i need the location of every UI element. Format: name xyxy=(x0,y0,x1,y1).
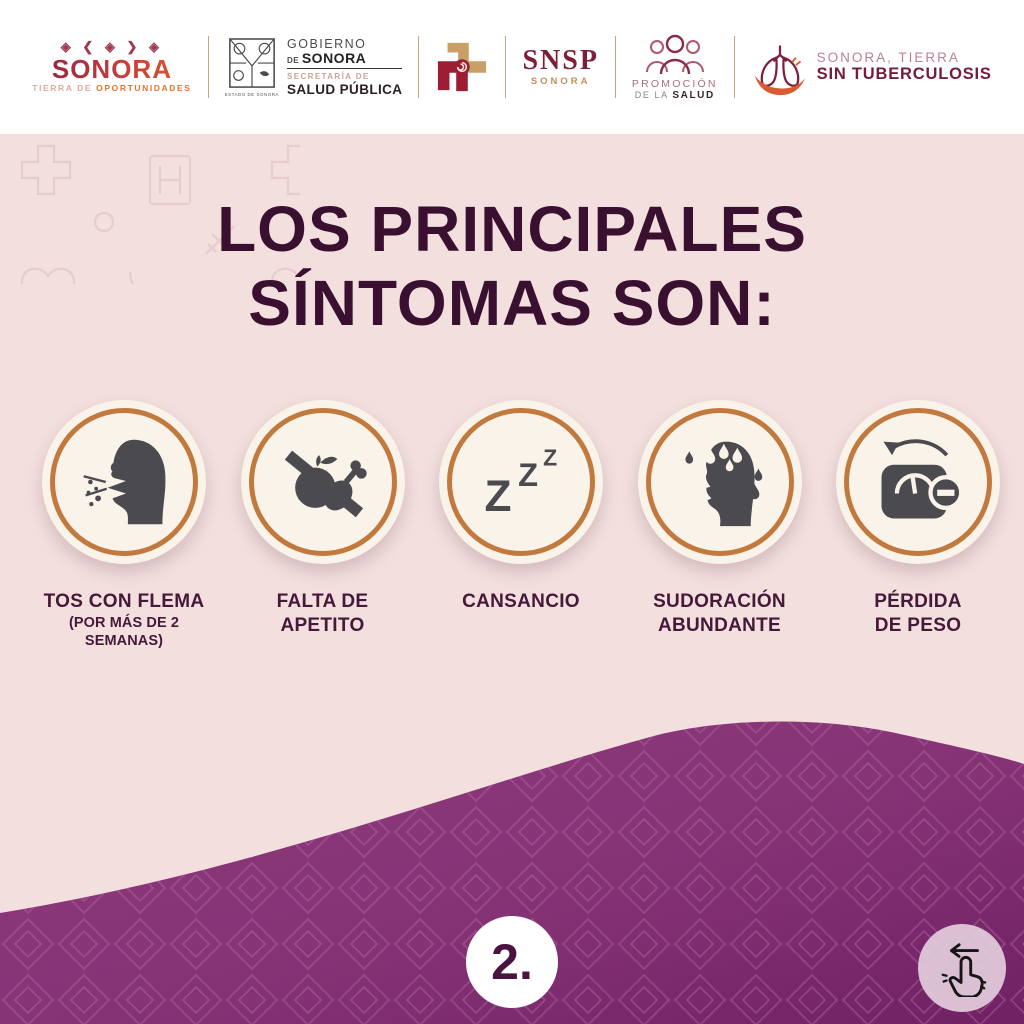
header-divider xyxy=(208,36,209,98)
sonora-tagline: TIERRA DE OPORTUNIDADES xyxy=(32,83,192,94)
lungs-in-hand-icon xyxy=(751,38,809,96)
symptom-badge xyxy=(638,400,802,564)
coughing-head-icon xyxy=(76,434,172,530)
svg-text:Z: Z xyxy=(484,471,512,521)
swipe-left-hand-icon xyxy=(933,939,991,997)
sonora-diamond-marks-icon: ◈ ❮ ◈ ❯ ◈ xyxy=(60,39,164,55)
no-appetite-icon xyxy=(275,434,371,530)
symptom-label: PÉRDIDA DE PESO xyxy=(874,591,962,636)
sonora-brand-text: SONORA xyxy=(32,55,191,84)
symptom-card-weight-loss xyxy=(822,400,1014,650)
snsp-sonora-logo xyxy=(522,44,599,88)
snsp-acronym: SNSP xyxy=(522,44,599,76)
symptom-label: FALTA DE APETITO xyxy=(276,591,369,636)
symptoms-row xyxy=(28,400,1014,650)
sonora-sin-tuberculosis-logo: SONORA, TIERRA SIN TUBERCULOSIS xyxy=(751,38,992,96)
title-line-2: SÍNTOMAS SON: xyxy=(248,267,776,340)
symptom-badge xyxy=(241,400,405,564)
promocion-salud-logo: PROMOCIÓN DE LA SALUD xyxy=(632,34,718,101)
symptom-card-appetite xyxy=(227,400,419,650)
symptom-card-cough xyxy=(28,400,220,650)
header-divider xyxy=(418,36,419,98)
symptom-label: TOS CON FLEMA (POR MÁS DE 2 SEMANAS) xyxy=(28,590,220,650)
page-number-badge xyxy=(466,916,558,1008)
symptom-badge xyxy=(439,400,603,564)
header-divider xyxy=(734,36,735,98)
symptom-badge xyxy=(836,400,1000,564)
symptom-label: CANSANCIO xyxy=(462,591,580,612)
header-divider xyxy=(505,36,506,98)
swipe-left-button[interactable] xyxy=(918,924,1006,1012)
svg-text:Z: Z xyxy=(543,444,558,471)
sonora-coat-of-arms-icon xyxy=(227,36,277,92)
header-divider xyxy=(615,36,616,98)
snsp-pinwheel-cross-icon xyxy=(435,40,489,94)
snsp-sub-text: SONORA xyxy=(530,75,591,87)
zzz-sleep-icon xyxy=(473,434,569,530)
weight-scale-minus-icon xyxy=(870,434,966,530)
sweating-head-icon xyxy=(672,434,768,530)
symptom-card-sweating xyxy=(624,400,816,650)
logo-header-bar xyxy=(0,0,1024,134)
symptom-note: (POR MÁS DE 2 SEMANAS) xyxy=(68,614,180,649)
symptom-label: SUDORACIÓN ABUNDANTE xyxy=(653,591,786,636)
title-line-1: LOS PRINCIPALES xyxy=(217,193,807,265)
page-number: 2. xyxy=(491,934,533,990)
symptom-badge xyxy=(42,400,206,564)
sonora-state-logo xyxy=(32,40,191,93)
people-group-icon xyxy=(644,34,706,76)
symptom-card-tiredness xyxy=(425,400,617,650)
svg-text:Z: Z xyxy=(518,455,539,493)
page-title xyxy=(0,192,1024,340)
gobierno-salud-publica-logo: ESTADO DE SONORA GOBIERNO DE SONORA SECRETARÍA DE SALUD PÚBLICA xyxy=(224,36,403,98)
